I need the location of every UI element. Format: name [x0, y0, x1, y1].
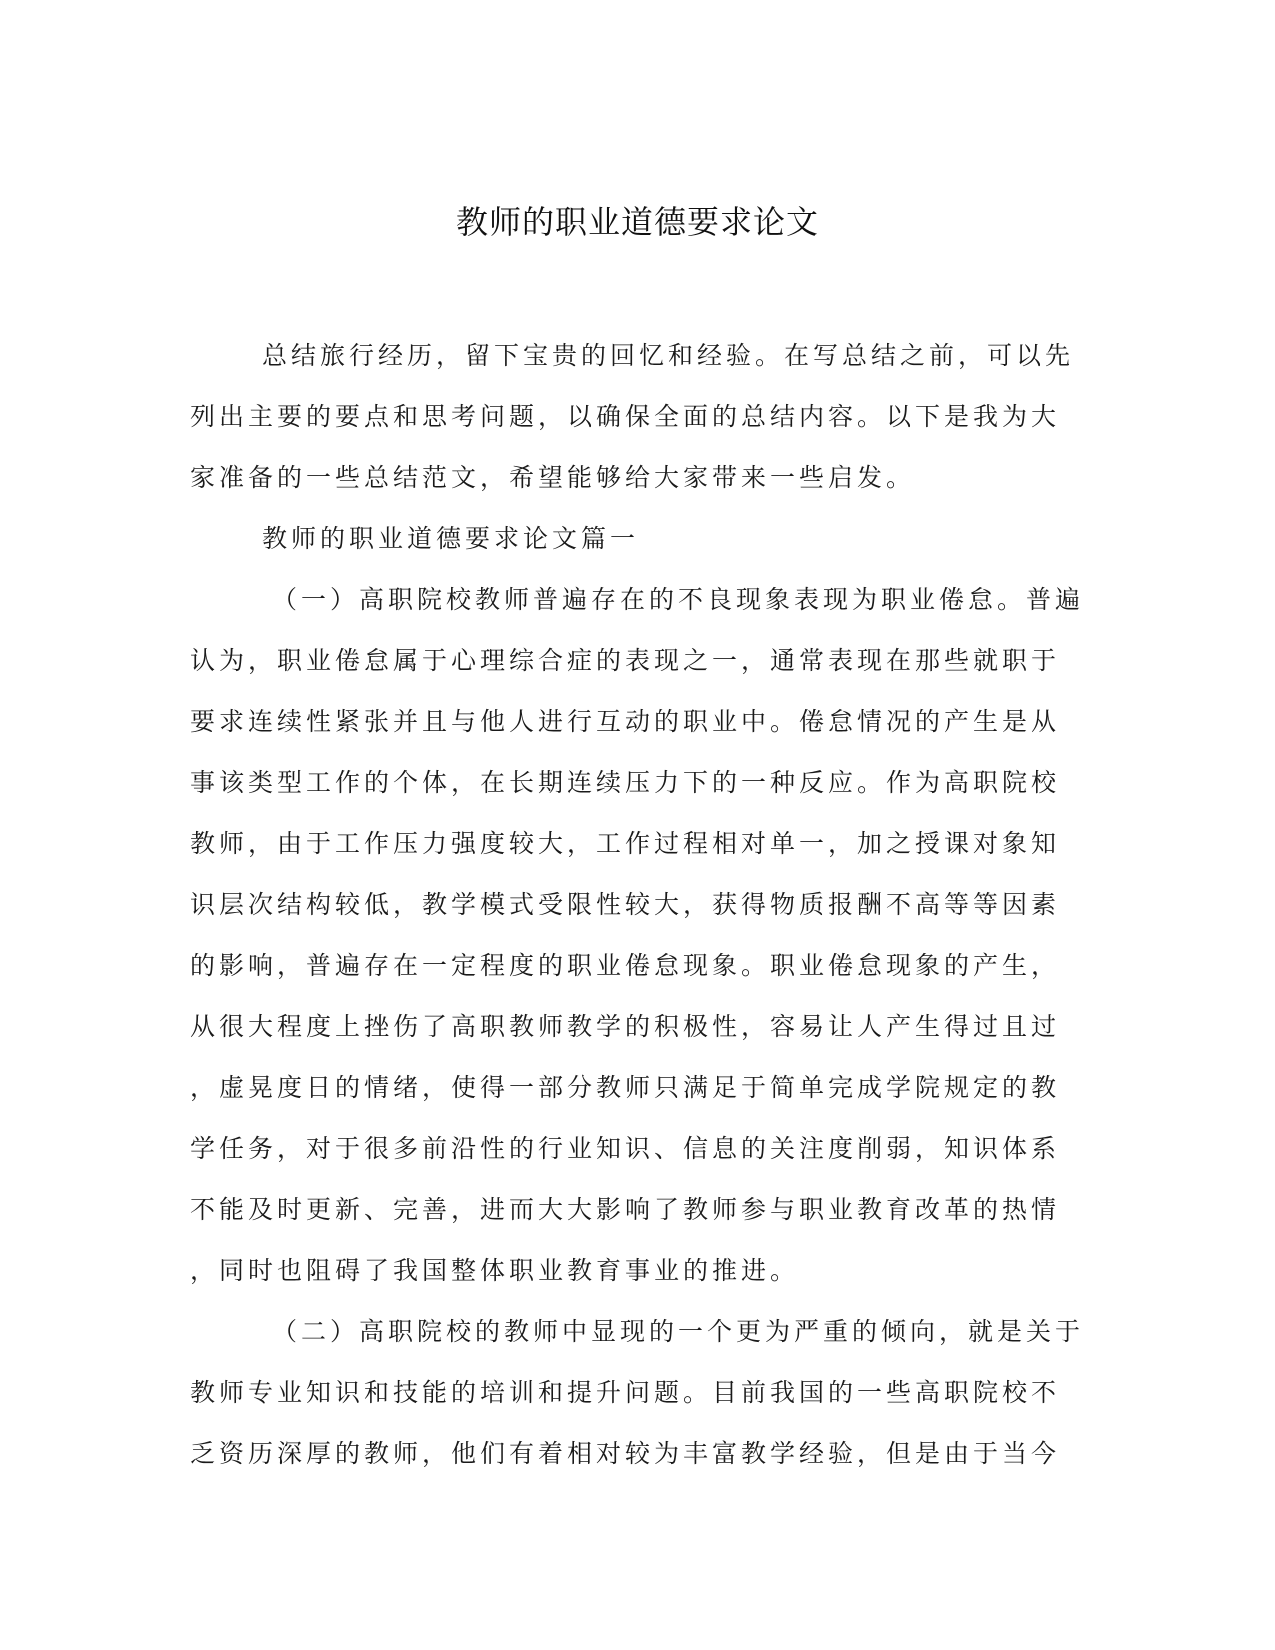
paragraph-line: 识层次结构较低，教学模式受限性较大，获得物质报酬不高等等因素 — [190, 890, 1061, 919]
paragraph-line: 的影响，普遍存在一定程度的职业倦怠现象。职业倦怠现象的产生， — [190, 951, 1061, 980]
paragraph-line: 要求连续性紧张并且与他人进行互动的职业中。倦怠情况的产生是从 — [190, 707, 1061, 736]
paragraph-line: 不能及时更新、完善，进而大大影响了教师参与职业教育改革的热情 — [190, 1195, 1061, 1224]
paragraph-line: ，同时也阻碍了我国整体职业教育事业的推进。 — [190, 1256, 800, 1285]
paragraph-line: 总结旅行经历，留下宝贵的回忆和经验。在写总结之前，可以先 — [262, 341, 1075, 370]
paragraph-line: ，虚晃度日的情绪，使得一部分教师只满足于简单完成学院规定的教 — [190, 1073, 1061, 1102]
paragraph-line: 家准备的一些总结范文，希望能够给大家带来一些启发。 — [190, 463, 916, 492]
document-body — [190, 325, 1085, 1484]
paragraph-line: 乏资历深厚的教师，他们有着相对较为丰富教学经验，但是由于当今 — [190, 1439, 1061, 1468]
paragraph-line: 列出主要的要点和思考问题，以确保全面的总结内容。以下是我为大 — [190, 402, 1061, 431]
paragraph-line: （二）高职院校的教师中显现的一个更为严重的倾向，就是关于 — [272, 1317, 1085, 1346]
paragraph-line: 认为，职业倦怠属于心理综合症的表现之一，通常表现在那些就职于 — [190, 646, 1061, 675]
paragraph-line: 从很大程度上挫伤了高职教师教学的积极性，容易让人产生得过且过 — [190, 1012, 1061, 1041]
paragraph-line: 事该类型工作的个体，在长期连续压力下的一种反应。作为高职院校 — [190, 768, 1061, 797]
paragraph-line: （一）高职院校教师普遍存在的不良现象表现为职业倦怠。普遍 — [272, 585, 1085, 614]
paragraph-line: 教师专业知识和技能的培训和提升问题。目前我国的一些高职院校不 — [190, 1378, 1061, 1407]
paragraph-line: 教师，由于工作压力强度较大，工作过程相对单一，加之授课对象知 — [190, 829, 1061, 858]
document-title: 教师的职业道德要求论文 — [455, 203, 819, 241]
paragraph-line: 学任务，对于很多前沿性的行业知识、信息的关注度削弱，知识体系 — [190, 1134, 1061, 1163]
section-heading: 教师的职业道德要求论文篇一 — [262, 524, 640, 553]
